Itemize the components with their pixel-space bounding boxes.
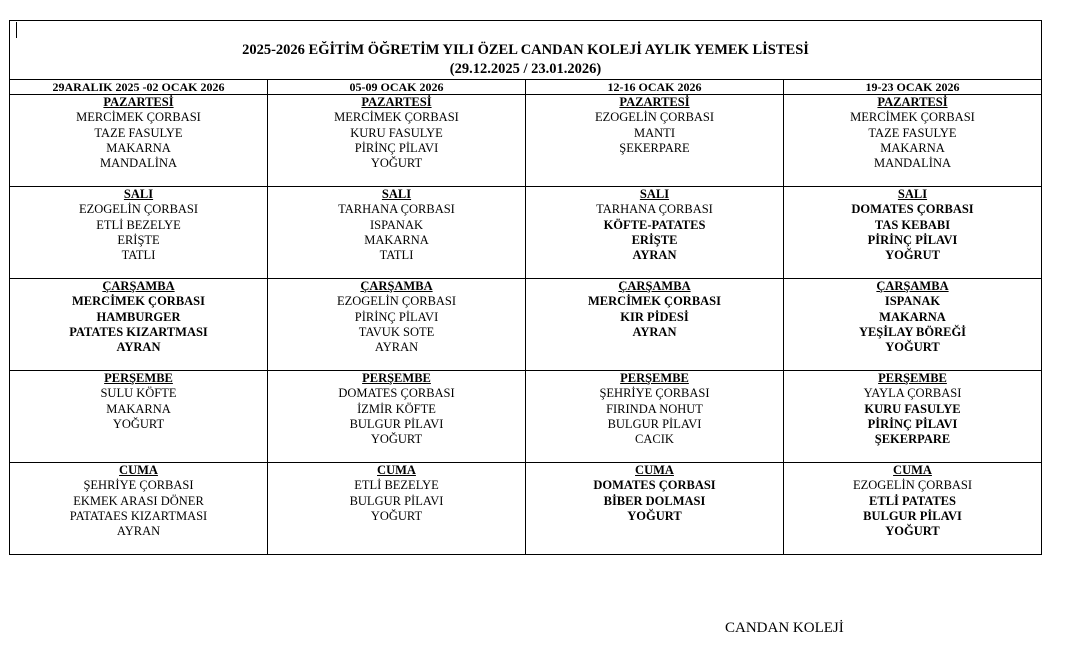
dish-item: MAKARNA	[106, 401, 171, 416]
dish-item: YAYLA ÇORBASI	[863, 386, 962, 401]
dish-item: AYRAN	[632, 324, 677, 339]
day-name: SALI	[381, 187, 412, 201]
dish-item: PİRİNÇ PİLAVI	[354, 309, 439, 324]
dish-item: YOĞURT	[370, 432, 423, 447]
dish-item: ISPANAK	[884, 294, 941, 309]
dish-item: KÖFTE-PATATES	[603, 217, 706, 232]
day-row	[10, 279, 1042, 371]
dish-item: TAS KEBABI	[874, 217, 951, 232]
dish-item: TAZE FASULYE	[868, 125, 957, 140]
dish-item: TAZE FASULYE	[94, 125, 183, 140]
dish-item: PATATAES KIZARTMASI	[69, 508, 208, 523]
menu-cell	[784, 371, 1042, 463]
dish-item: ETLİ BEZELYE	[96, 217, 181, 232]
dish-item: MAKARNA	[880, 140, 945, 155]
week-header: 12-16 OCAK 2026	[526, 80, 784, 95]
dish-item: TAVUK SOTE	[358, 324, 435, 339]
dish-item: TARHANA ÇORBASI	[338, 202, 455, 217]
dish-item: MANDALİNA	[99, 156, 178, 171]
day-name: PAZARTESİ	[877, 95, 948, 109]
dish-item: MAKARNA	[364, 232, 429, 247]
dish-item: AYRAN	[374, 340, 419, 355]
document-title	[10, 21, 1042, 80]
menu-cell	[784, 95, 1042, 187]
menu-cell	[10, 371, 268, 463]
week-header: 29ARALIK 2025 -02 OCAK 2026	[10, 80, 268, 95]
title-line-2: (29.12.2025 / 23.01.2026)	[449, 61, 602, 77]
title-row	[10, 21, 1042, 80]
dish-item: AYRAN	[116, 524, 161, 539]
day-name: CUMA	[377, 463, 416, 477]
dish-item: İZMİR KÖFTE	[357, 401, 436, 416]
menu-cell	[10, 187, 268, 279]
week-header-row	[10, 80, 1042, 95]
menu-cell	[268, 463, 526, 555]
dish-item: MAKARNA	[879, 309, 946, 324]
dish-item: KURU FASULYE	[864, 401, 961, 416]
dish-item: ISPANAK	[369, 217, 424, 232]
dish-item: YOĞURT	[112, 416, 165, 431]
dish-item: ETLİ BEZELYE	[354, 478, 439, 493]
week-header: 05-09 OCAK 2026	[268, 80, 526, 95]
menu-table	[9, 20, 1042, 555]
day-name: PAZARTESİ	[361, 95, 432, 109]
dish-item: YOĞURT	[370, 156, 423, 171]
dish-item: HAMBURGER	[96, 309, 181, 324]
dish-item: ŞEKERPARE	[619, 140, 690, 155]
day-name: CUMA	[635, 463, 674, 477]
dish-item: AYRAN	[116, 340, 161, 355]
dish-item: MERCİMEK ÇORBASI	[588, 294, 721, 309]
dish-item: PİRİNÇ PİLAVI	[867, 416, 958, 431]
menu-cell	[268, 371, 526, 463]
day-name: ÇARŞAMBA	[618, 279, 691, 293]
day-name: PERŞEMBE	[878, 371, 947, 385]
menu-cell	[10, 463, 268, 555]
day-row	[10, 187, 1042, 279]
day-name: ÇARŞAMBA	[102, 279, 175, 293]
dish-item: MANTI	[634, 125, 675, 140]
dish-item: MERCİMEK ÇORBASI	[334, 110, 459, 125]
dish-item: BULGUR PİLAVI	[349, 416, 444, 431]
menu-cell	[526, 187, 784, 279]
dish-item: YOĞURT	[885, 524, 940, 539]
day-name: ÇARŞAMBA	[876, 279, 949, 293]
dish-item: MANDALİNA	[873, 156, 952, 171]
menu-cell	[10, 95, 268, 187]
dish-item: MERCİMEK ÇORBASI	[850, 110, 975, 125]
dish-item: KIR PİDESİ	[620, 309, 689, 324]
day-name: PAZARTESİ	[103, 95, 174, 109]
day-name: PERŞEMBE	[362, 371, 431, 385]
menu-cell	[526, 463, 784, 555]
dish-item: PATATES KIZARTMASI	[69, 324, 208, 339]
dish-item: ETLİ PATATES	[869, 493, 956, 508]
menu-cell	[268, 279, 526, 371]
dish-item: TATLI	[121, 248, 156, 263]
day-name: SALI	[123, 187, 154, 201]
dish-item: AYRAN	[632, 248, 677, 263]
menu-cell	[526, 95, 784, 187]
day-name: PERŞEMBE	[104, 371, 173, 385]
day-name: SALI	[897, 187, 928, 201]
day-row	[10, 463, 1042, 555]
dish-item: DOMATES ÇORBASI	[851, 202, 974, 217]
menu-cell	[526, 371, 784, 463]
day-name: CUMA	[893, 463, 932, 477]
dish-item: BULGUR PİLAVI	[607, 416, 702, 431]
day-row	[10, 95, 1042, 187]
menu-cell	[784, 279, 1042, 371]
menu-cell	[784, 463, 1042, 555]
dish-item: BİBER DOLMASI	[603, 493, 706, 508]
day-row	[10, 371, 1042, 463]
dish-item: ŞEHRİYE ÇORBASI	[599, 386, 710, 401]
dish-item: PİRİNÇ PİLAVI	[867, 232, 958, 247]
menu-cell	[526, 279, 784, 371]
dish-item: YOĞURT	[627, 508, 682, 523]
dish-item: ŞEHRİYE ÇORBASI	[83, 478, 194, 493]
dish-item: YEŞİLAY BÖREĞİ	[858, 324, 967, 339]
dish-item: EZOGELİN ÇORBASI	[852, 478, 973, 493]
dish-item: EKMEK ARASI DÖNER	[73, 493, 204, 508]
dish-item: BULGUR PİLAVI	[349, 493, 444, 508]
menu-cell	[784, 187, 1042, 279]
day-name: PERŞEMBE	[620, 371, 689, 385]
school-signature: CANDAN KOLEJİ	[725, 620, 844, 636]
dish-item: ERİŞTE	[117, 232, 160, 247]
dish-item: YOĞURT	[885, 340, 940, 355]
dish-item: FIRINDA NOHUT	[606, 401, 703, 416]
dish-item: DOMATES ÇORBASI	[593, 478, 716, 493]
dish-item: MERCİMEK ÇORBASI	[76, 110, 201, 125]
dish-item: MERCİMEK ÇORBASI	[72, 294, 205, 309]
dish-item: BULGUR PİLAVI	[863, 508, 962, 523]
dish-item: PİRİNÇ PİLAVI	[354, 140, 439, 155]
dish-item: KURU FASULYE	[350, 125, 443, 140]
menu-cell	[268, 95, 526, 187]
dish-item: TATLI	[379, 248, 414, 263]
menu-cell	[268, 187, 526, 279]
dish-item: EZOGELİN ÇORBASI	[336, 294, 457, 309]
title-line-1: 2025-2026 EĞİTİM ÖĞRETİM YILI ÖZEL CANDAN KOLEJİ AYLIK YEMEK LİSTESİ	[242, 42, 809, 58]
day-name: PAZARTESİ	[619, 95, 690, 109]
dish-item: SULU KÖFTE	[100, 386, 177, 401]
dish-item: TARHANA ÇORBASI	[596, 202, 713, 217]
dish-item: EZOGELİN ÇORBASI	[594, 110, 715, 125]
day-name: SALI	[639, 187, 670, 201]
menu-cell	[10, 279, 268, 371]
dish-item: CACIK	[635, 432, 674, 447]
dish-item: ŞEKERPARE	[874, 432, 951, 447]
dish-item: MAKARNA	[106, 140, 171, 155]
day-name: CUMA	[119, 463, 158, 477]
day-name: ÇARŞAMBA	[360, 279, 433, 293]
dish-item: DOMATES ÇORBASI	[338, 386, 455, 401]
dish-item: EZOGELİN ÇORBASI	[78, 202, 199, 217]
dish-item: YOĞRUT	[885, 248, 940, 263]
dish-item: YOĞURT	[370, 508, 423, 523]
dish-item: ERİŞTE	[631, 232, 678, 247]
week-header: 19-23 OCAK 2026	[784, 80, 1042, 95]
